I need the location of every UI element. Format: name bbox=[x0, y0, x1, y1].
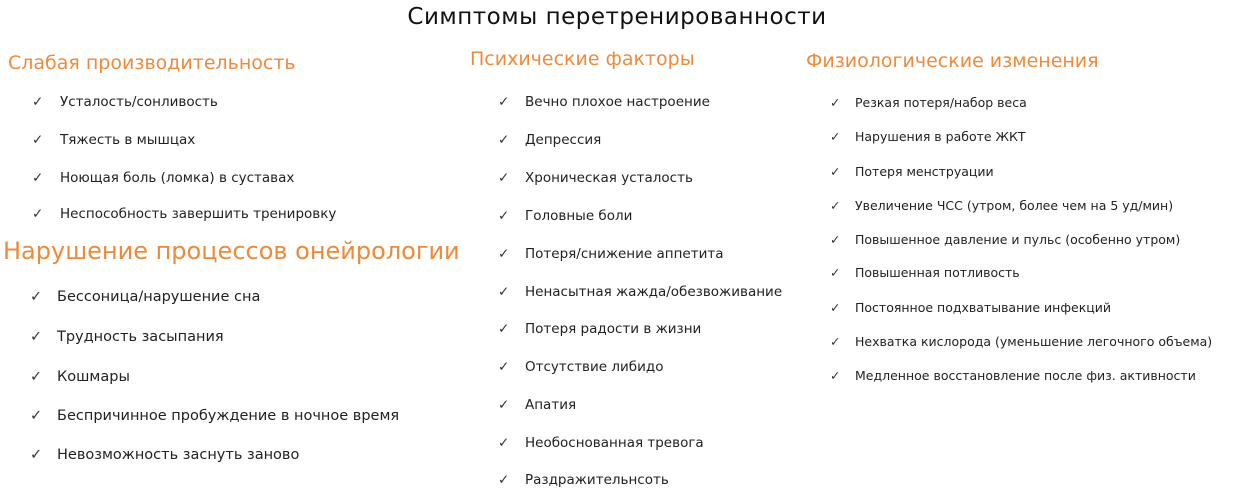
checkmark-icon: ✓ bbox=[30, 289, 43, 305]
checkmark-icon: ✓ bbox=[30, 408, 43, 424]
checkmark-icon: ✓ bbox=[32, 206, 44, 222]
checkmark-icon: ✓ bbox=[498, 284, 510, 300]
checkmark-icon: ✓ bbox=[498, 397, 510, 413]
checkmark-icon: ✓ bbox=[32, 132, 44, 148]
checkmark-icon: ✓ bbox=[498, 94, 510, 110]
checkmark-icon: ✓ bbox=[830, 232, 841, 247]
checkmark-icon: ✓ bbox=[830, 334, 841, 349]
heading-mental: Психические факторы bbox=[470, 48, 695, 70]
checkmark-icon: ✓ bbox=[498, 170, 510, 186]
checkmark-icon: ✓ bbox=[30, 447, 43, 463]
checkmark-icon: ✓ bbox=[32, 170, 44, 186]
checkmark-icon: ✓ bbox=[830, 265, 841, 280]
checkmark-icon: ✓ bbox=[498, 359, 510, 375]
checkmark-icon: ✓ bbox=[30, 369, 43, 385]
heading-weak-performance: Слабая производительность bbox=[8, 52, 296, 74]
checkmark-icon: ✓ bbox=[498, 208, 510, 224]
checkmark-icon: ✓ bbox=[830, 129, 841, 144]
checkmark-icon: ✓ bbox=[498, 132, 510, 148]
checkmark-icon: ✓ bbox=[32, 94, 44, 110]
checkmark-icon: ✓ bbox=[498, 435, 510, 451]
checkmark-icon: ✓ bbox=[830, 198, 841, 213]
checkmark-icon: ✓ bbox=[30, 329, 43, 345]
checkmark-icon: ✓ bbox=[498, 472, 510, 488]
page-title: Симптомы перетренированности bbox=[407, 4, 827, 30]
checkmark-icon: ✓ bbox=[830, 95, 841, 110]
checkmark-icon: ✓ bbox=[830, 164, 841, 179]
checkmark-icon: ✓ bbox=[830, 300, 841, 315]
checkmark-icon: ✓ bbox=[498, 246, 510, 262]
checkmark-icon: ✓ bbox=[830, 368, 841, 383]
checkmark-icon: ✓ bbox=[498, 321, 510, 337]
heading-physiological: Физиологические изменения bbox=[806, 50, 1099, 72]
heading-sleep: Нарушение процессов онейрологии bbox=[3, 237, 460, 265]
